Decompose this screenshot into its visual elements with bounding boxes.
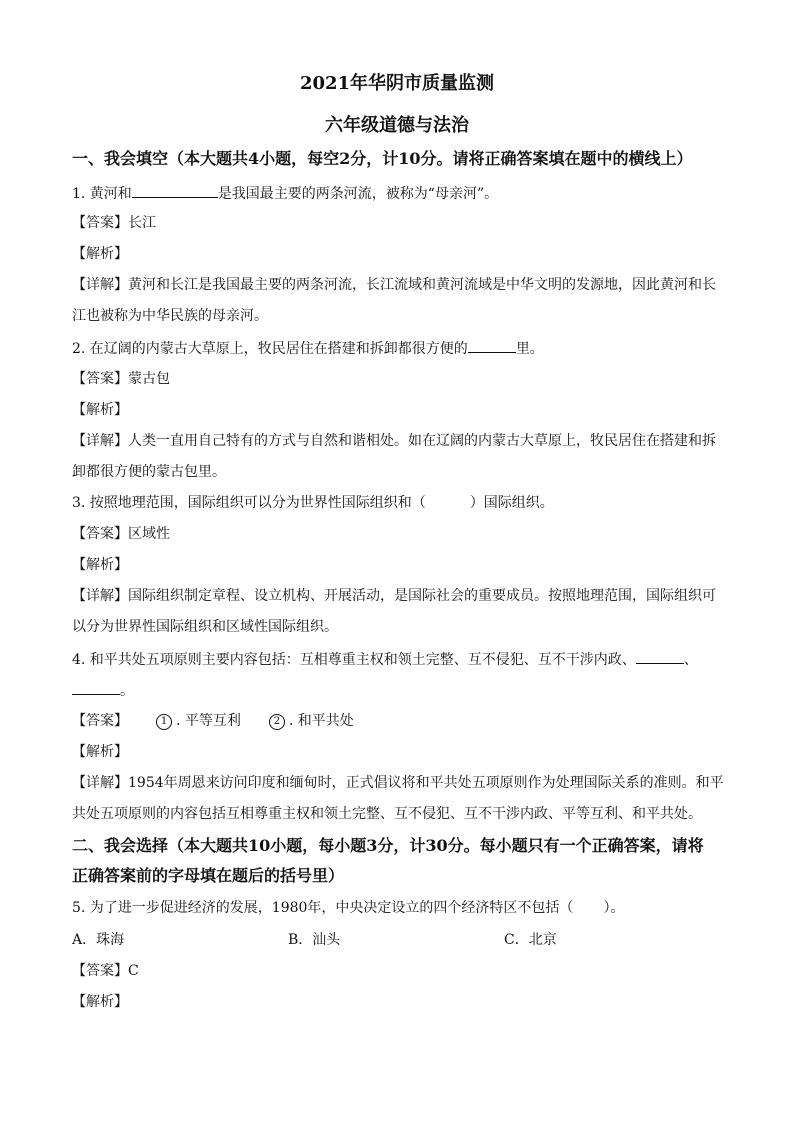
- q3-answer-value: 区域性: [128, 526, 170, 542]
- q3-detail-line-2: 以分为世界性国际组织和区域性国际组织。: [72, 619, 338, 635]
- answer-label: 【答案】: [72, 963, 128, 979]
- q2-answer: [72, 369, 728, 389]
- question-5: [72, 898, 728, 918]
- q5-option-c: C．北京: [504, 932, 557, 948]
- q4-detail-text-1: 1954年周恩来访问印度和缅甸时，正式倡议将和平共处五项原则作为处理国际关系的准则。和平: [128, 775, 724, 791]
- q5-answer-value: C: [128, 963, 139, 979]
- q5-option-a: A．珠海: [72, 932, 125, 948]
- q2-analysis-label: 【解析】: [72, 402, 128, 418]
- q5-answer: [72, 961, 728, 981]
- section-two-heading-line-2: 正确答案前的字母填在题后的括号里）: [72, 866, 345, 885]
- q2-blank: [468, 338, 516, 353]
- q2-detail-line-2: 卸都很方便的蒙古包里。: [72, 464, 226, 480]
- q3-detail-text-1: 国际组织制定章程、设立机构、开展活动，是国际社会的重要成员。按照地理范围，国际组织可: [128, 588, 716, 604]
- q2-detail-line-1: [72, 431, 728, 451]
- q2-answer-value: 蒙古包: [128, 371, 170, 387]
- q5-option-b: B．汕头: [288, 932, 341, 948]
- q3-text-before: 3. 按照地理范围，国际组织可以分为世界性国际组织和（: [72, 495, 426, 511]
- detail-label: 【详解】: [72, 433, 128, 449]
- q2-detail-text-1: 人类一直用自己特有的方式与自然和谐相处。如在辽阔的内蒙古大草原上，牧民居住在搭建和拆: [128, 433, 716, 449]
- q4-marker-1: 1: [156, 714, 172, 730]
- section-one-heading: 一、我会填空（本大题共4小题，每空2分，计10分。请将正确答案填在题中的横线上）: [72, 149, 693, 168]
- q4-blank-2: [72, 680, 120, 695]
- q4-end: 。: [120, 683, 134, 699]
- q4-blank-1: [636, 649, 684, 664]
- q1-detail-line-2: 江也被称为中华民族的母亲河。: [72, 308, 268, 324]
- q5-stem: 5. 为了进一步促进经济的发展，1980年，中央决定设立的四个经济特区不包括（: [72, 900, 574, 916]
- q1-detail-line-1: [72, 275, 728, 295]
- exam-subtitle: 六年级道德与法治: [325, 115, 469, 136]
- answer-label: 【答案】: [72, 526, 128, 542]
- question-4-line-2: [72, 680, 728, 701]
- q1-blank: [132, 183, 218, 198]
- detail-label: 【详解】: [72, 775, 128, 791]
- q4-text: 4. 和平共处五项原则主要内容包括：互相尊重主权和领土完整、互不侵犯、互不干涉内政、: [72, 652, 636, 668]
- q1-answer: [72, 213, 728, 233]
- q4-detail-line-2: 共处五项原则的内容包括互相尊重主权和领土完整、互不侵犯、互不干涉内政、平等互利、和平共处。: [72, 806, 702, 822]
- answer-label: 【答案】: [72, 713, 128, 729]
- q2-text-after: 里。: [515, 341, 544, 357]
- q5-options: [72, 930, 728, 950]
- question-2: [72, 338, 728, 359]
- q4-analysis-label: 【解析】: [72, 744, 128, 760]
- detail-label: 【详解】: [72, 588, 128, 604]
- q4-detail-line-1: [72, 773, 728, 793]
- q1-detail-text-1: 黄河和长江是我国最主要的两条河流，长江流域和黄河流域是中华文明的发源地，因此黄河和长: [128, 277, 716, 293]
- question-3: [72, 493, 728, 513]
- q5-analysis-label: 【解析】: [72, 994, 128, 1010]
- q4-answer: [72, 711, 728, 731]
- detail-label: 【详解】: [72, 277, 128, 293]
- section-two-heading-line-1: 二、我会选择（本大题共10小题，每小题3分，计30分。每小题只有一个正确答案，请将: [72, 836, 704, 855]
- q3-text-after: ）国际组织。: [469, 495, 554, 511]
- q4-answer-2: . 和平共处: [288, 713, 354, 729]
- exam-title: 2021年华阴市质量监测: [299, 73, 495, 94]
- q1-analysis-label: 【解析】: [72, 246, 128, 262]
- answer-label: 【答案】: [72, 215, 128, 231]
- q5-stem-end: ）。: [603, 900, 625, 916]
- q3-answer: [72, 524, 728, 544]
- q4-separator: 、: [683, 652, 698, 668]
- q1-text-before: 1. 黄河和: [72, 186, 132, 202]
- q2-text-before: 2. 在辽阔的内蒙古大草原上，牧民居住在搭建和拆卸都很方便的: [72, 341, 468, 357]
- q4-answer-1: . 平等互利: [176, 713, 241, 729]
- question-1: [72, 183, 728, 204]
- q1-text-after: 是我国最主要的两条河流，被称为“母亲河”。: [217, 186, 499, 202]
- q4-marker-2: 2: [269, 714, 285, 730]
- q1-answer-value: 长江: [128, 215, 156, 231]
- q3-detail-line-1: [72, 586, 728, 606]
- answer-label: 【答案】: [72, 371, 128, 387]
- q3-analysis-label: 【解析】: [72, 557, 128, 573]
- question-4-line-1: [72, 649, 728, 670]
